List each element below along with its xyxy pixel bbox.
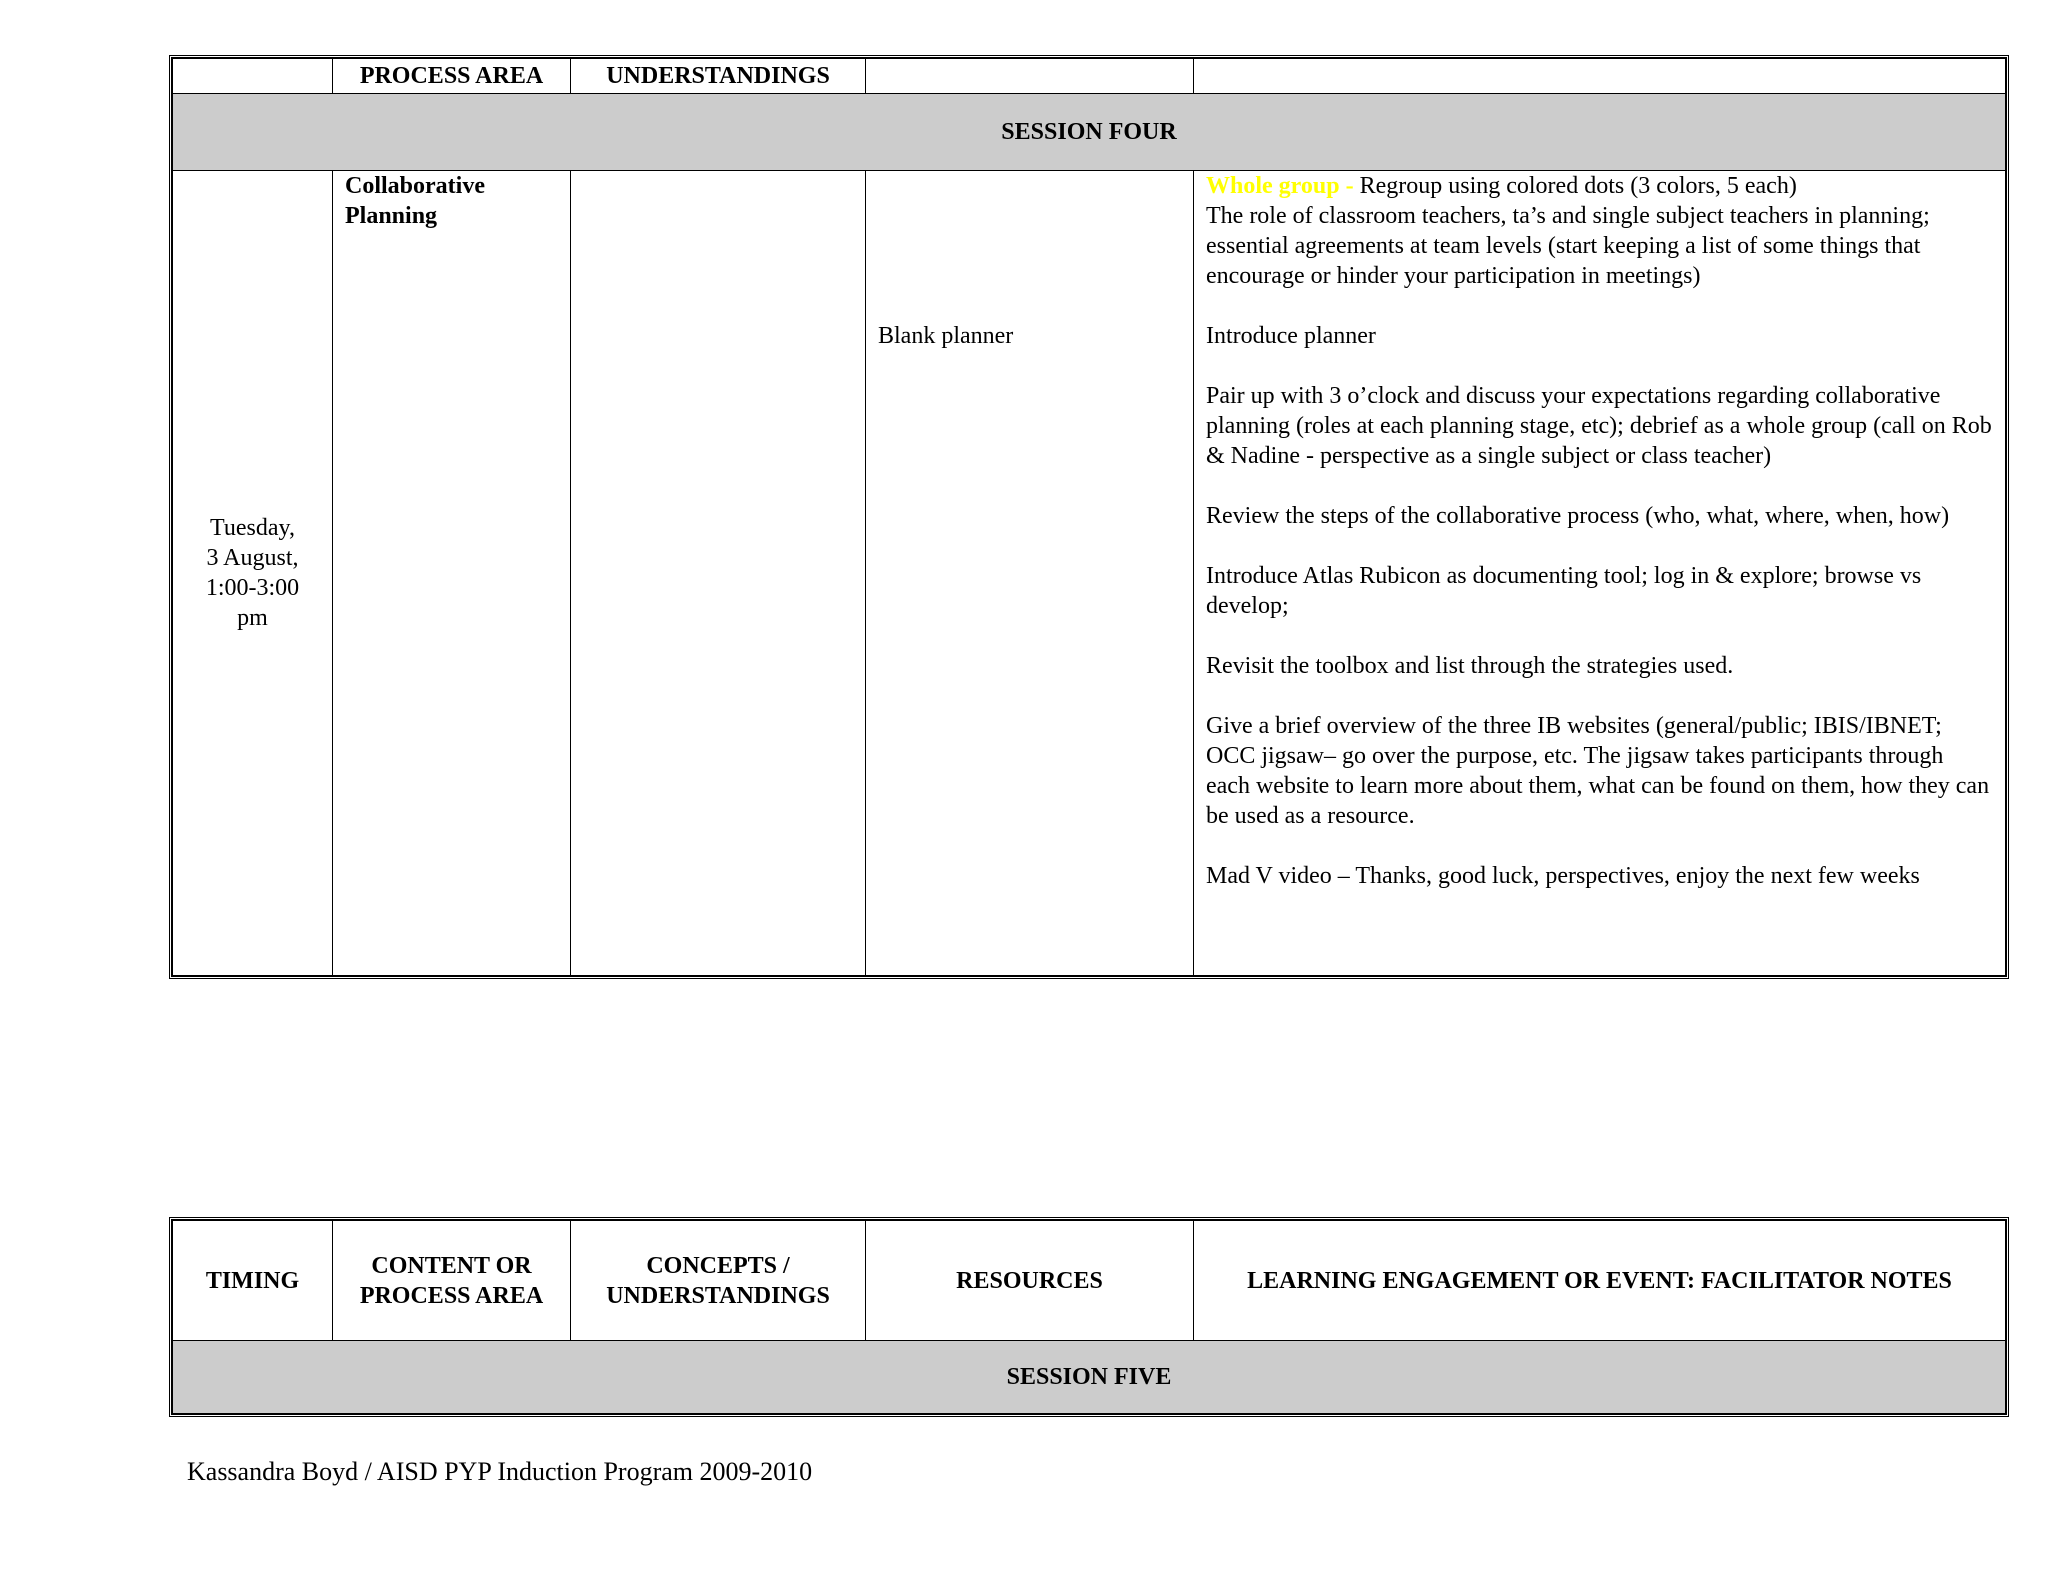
session-four-title: SESSION FOUR <box>173 94 2006 171</box>
session-row <box>173 94 2006 171</box>
notes-paragraph: OCC jigsaw– go over the purpose, etc. The jigsaw takes participants through each website to learn more about them, what can be found on them, how they can be used as a resource. <box>1206 743 1990 829</box>
notes-paragraph: Pair up with 3 o’clock and discuss your expectations regarding collaborative planning (roles at each planning stage, etc); debrief as a whole group (call on Rob & Nadine - perspective as a single subject or class teacher) <box>1206 383 1992 469</box>
notes-paragraph: Introduce planner <box>1206 323 1376 349</box>
header-cell-resources: RESOURCES <box>866 1221 1194 1341</box>
session-five-table <box>169 1217 2009 1417</box>
facilitator-notes-cell <box>1194 171 2006 976</box>
notes-text: Regroup using colored dots (3 colors, 5 each) <box>1359 173 1797 199</box>
notes-paragraph: Mad V video – Thanks, good luck, perspectives, enjoy the next few weeks <box>1206 863 1920 889</box>
table-header-row <box>173 1221 2006 1341</box>
header-cell-timing <box>173 59 333 94</box>
timing-line: Tuesday, <box>210 515 295 541</box>
header-cell-understandings: UNDERSTANDINGS <box>571 59 866 94</box>
timing-line: 3 August, <box>206 545 299 571</box>
session-five-title: SESSION FIVE <box>173 1341 2006 1414</box>
page-footer: Kassandra Boyd / AISD PYP Induction Program 2009-2010 <box>187 1457 813 1486</box>
timing-cell <box>173 171 333 976</box>
session-four-table <box>169 55 2009 979</box>
notes-paragraph: Revisit the toolbox and list through the strategies used. <box>1206 653 1734 679</box>
notes-paragraph: Introduce Atlas Rubicon as documenting tool; log in & explore; browse vs develop; <box>1206 563 1922 619</box>
header-cell-notes: LEARNING ENGAGEMENT OR EVENT: FACILITATOR NOTES <box>1194 1221 2006 1341</box>
header-cell-timing: TIMING <box>173 1221 333 1341</box>
notes-paragraph: The role of classroom teachers, ta’s and single subject teachers in planning; essential agreements at team levels (start keeping a list of some things that encourage or hinder your participation in meetings) <box>1206 203 1930 289</box>
process-area-cell: Collaborative Planning <box>333 171 571 976</box>
table-header-row <box>173 59 2006 94</box>
notes-paragraph: Give a brief overview of the three IB websites (general/public; IBIS/IBNET; <box>1206 713 1942 739</box>
session-row <box>173 1341 2006 1414</box>
header-cell-concepts: CONCEPTS / UNDERSTANDINGS <box>571 1221 866 1341</box>
timing-line: 1:00-3:00 <box>205 575 300 601</box>
table-row <box>173 171 2006 976</box>
header-cell-resources <box>866 59 1194 94</box>
resource-text: Blank planner <box>878 323 1014 349</box>
header-cell-process-area: PROCESS AREA <box>333 59 571 94</box>
timing-line: pm <box>237 605 268 631</box>
header-cell-notes <box>1194 59 2006 94</box>
concepts-cell <box>571 171 866 976</box>
header-cell-content: CONTENT OR PROCESS AREA <box>333 1221 571 1341</box>
highlight-label: Whole group - <box>1206 173 1360 199</box>
notes-first-line <box>1206 171 1993 201</box>
notes-paragraph: Review the steps of the collaborative process (who, what, where, when, how) <box>1206 503 1950 529</box>
resource-cell <box>866 171 1194 976</box>
